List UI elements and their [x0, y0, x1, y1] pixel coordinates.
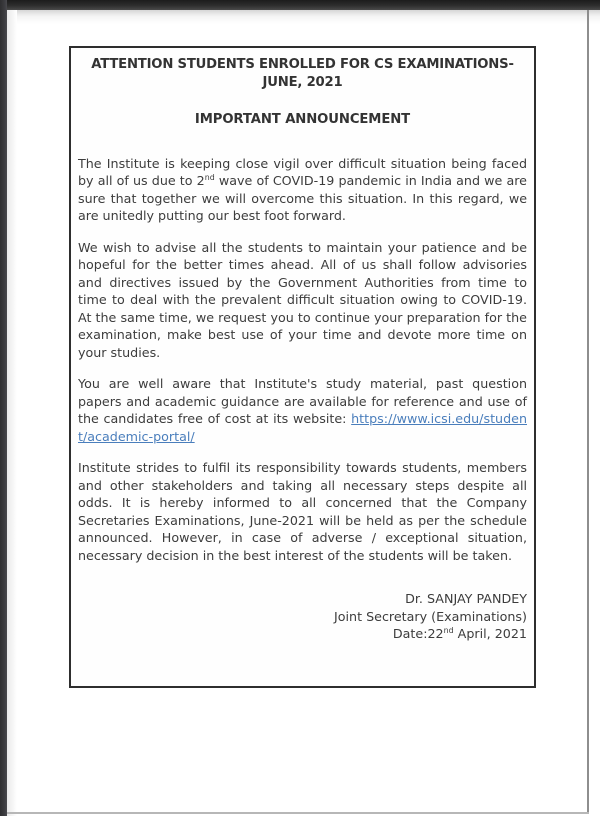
page-top-shadow	[7, 10, 600, 24]
announcement-border-box	[69, 46, 536, 688]
paragraph-1-superscript: nd	[204, 172, 215, 182]
page-right-edge-line	[587, 10, 589, 813]
paragraph-3-text: You are well aware that Institute's study material, past question papers and academic guidance are available for reference and use of the candidates free of cost at its website:	[78, 376, 527, 426]
academic-portal-link[interactable]: https://www.icsi.edu/student/academic-portal/	[78, 411, 527, 444]
paragraph-1	[78, 155, 527, 225]
paragraph-3	[78, 375, 527, 445]
signatory-name: Dr. SANJAY PANDEY	[405, 591, 527, 606]
paragraph-1-text: The Institute is keeping close vigil over difficult situation being faced by all of us due to 2	[78, 155, 527, 188]
announcement-heading: IMPORTANT ANNOUNCEMENT	[194, 112, 411, 127]
signatory-designation: Joint Secretary (Examinations)	[334, 608, 527, 624]
paragraph-1-text-continued: wave of COVID-19 pandemic in India and we are sure that together we will overcome this situation. In this regard, we are unitedly putting our best foot forward.	[78, 173, 527, 223]
page-left-edge	[0, 0, 7, 816]
document-title	[78, 56, 527, 91]
document-title-line1: ATTENTION STUDENTS ENROLLED FOR CS EXAMINATIONS-	[91, 57, 514, 72]
paragraph-4: Institute strides to fulfil its responsibility towards students, members and other stakeholders and taking all necessary steps despite all odds. It is hereby informed to all concerned that the Company Secretaries Examinations, June-2021 will be held as per the schedule announced. However, in case of adverse / exceptional situation, necessary decision in the best interest of the students will be taken.	[78, 460, 527, 563]
signature-block	[78, 590, 527, 643]
page-left-shadow	[7, 10, 17, 816]
signature-date-text: Date:22	[392, 626, 444, 641]
page-top-edge	[0, 0, 600, 10]
signature-date-text-continued: April, 2021	[453, 626, 527, 641]
signature-date-superscript: nd	[443, 625, 454, 635]
document-title-line2: JUNE, 2021	[262, 74, 343, 90]
paragraph-2: We wish to advise all the students to maintain your patience and be hopeful for the better times ahead. All of us shall follow advisories and directives issued by the Government Authorities from time to time to deal with the prevalent difficult situation owing to COVID-19. At the same time, we request you to continue your preparation for the examination, make best use of your time and devote more time on your studies.	[78, 239, 527, 360]
page-bottom-edge-line	[7, 812, 589, 814]
signature-date	[78, 625, 527, 643]
